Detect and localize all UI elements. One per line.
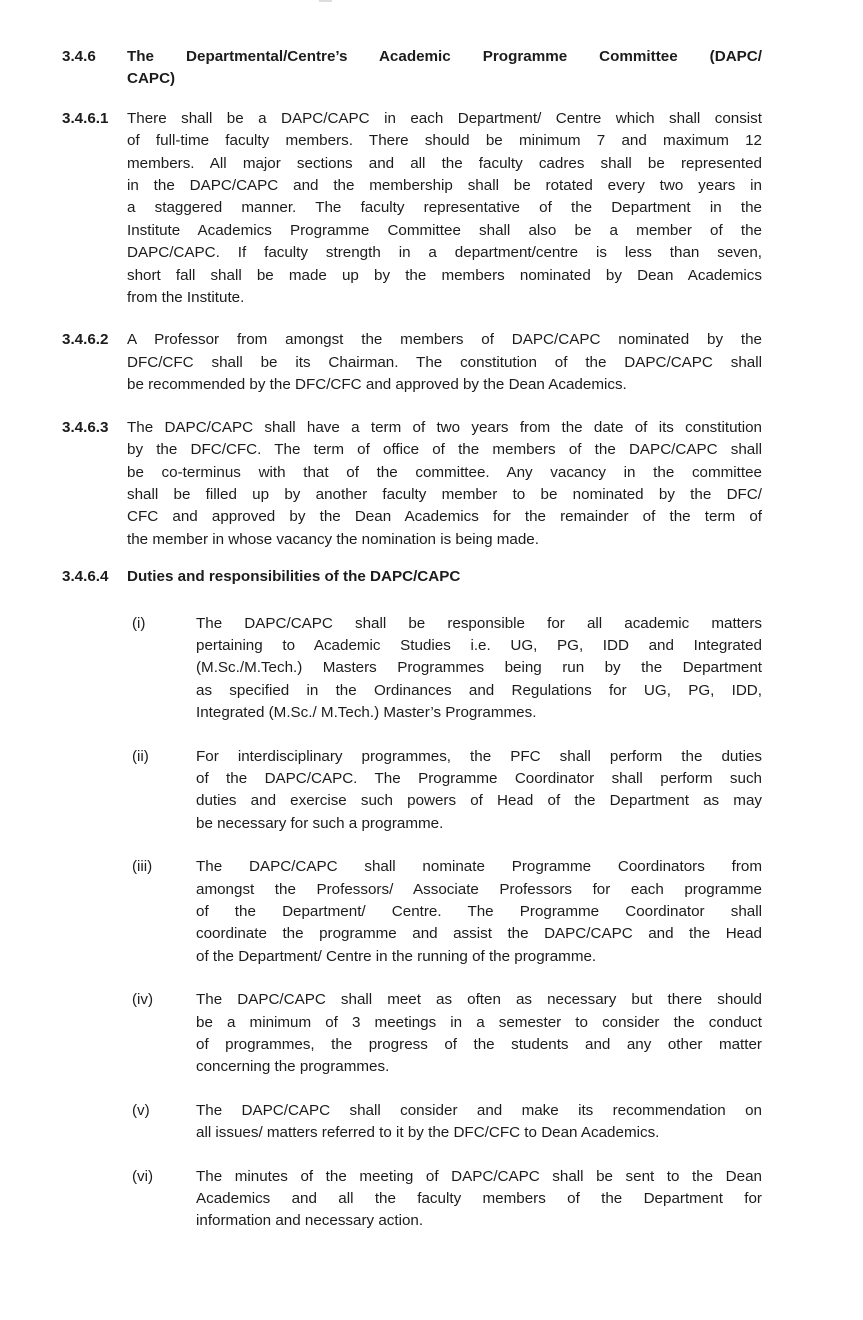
clause-3-4-6-2 [62, 329, 762, 396]
clause-text: There shall be a DAPC/CAPC in each Department/ Centre which shall consist of full-time faculty members. There should be minimum 7 and maximum 12 members. All major sections and all the faculty cadres shall be represented in the DAPC/CAPC and the membership shall be rotated every two years in a staggered manner. The faculty representative of the Department in the Institute Academics Programme Committee shall also be a member of the DAPC/CAPC. If faculty strength in a department/centre is less than seven, short fall shall be made up by the members nominated by Dean Academics from the Institute. [127, 109, 762, 307]
section-3-4-6-4 [62, 566, 762, 588]
duties-list [132, 613, 762, 1233]
clause-number: 3.4.6.2 [62, 331, 109, 349]
list-item-marker: (iii) [132, 858, 153, 876]
clause-number: 3.4.6.3 [62, 418, 109, 436]
list-item [132, 1100, 762, 1145]
page-content [62, 46, 762, 1233]
section-number: 3.4.6 [62, 48, 96, 65]
section-title: Duties and responsibilities of the DAPC/CAPC [127, 568, 461, 586]
list-item [132, 1166, 762, 1233]
list-item [132, 989, 762, 1079]
clause-3-4-6-1 [62, 108, 762, 310]
list-item-text: The DAPC/CAPC shall meet as often as necessary but there should be a minimum of 3 meetings in a semester to consider the conduct of programmes, the progress of the students and any other matter concerning the programmes. [196, 991, 762, 1076]
list-item-text: The DAPC/CAPC shall consider and make its recommendation on all issues/ matters referred to it by the DFC/CFC to Dean Academics. [196, 1101, 762, 1142]
clause-number: 3.4.6.1 [62, 109, 109, 127]
list-item-marker: (i) [132, 614, 146, 632]
scan-artifact [319, 0, 332, 2]
list-item [132, 856, 762, 968]
list-item-text: For interdisciplinary programmes, the PFC shall perform the duties of the DAPC/CAPC. The Programme Coordinator shall perform such duties and exercise such powers of Head of the Department as may be necessary for such a programme. [196, 747, 762, 832]
section-3-4-6 [62, 46, 762, 91]
clause-text: The DAPC/CAPC shall have a term of two years from the date of its constitution by the DFC/CFC. The term of office of the members of the DAPC/CAPC shall be co-terminus with that of the committee. Any vacancy in the committee shall be filled up by another faculty member to be nominated by the DFC/ CFC and approved by the Dean Academics for the remainder of the term of the member in whose vacancy the nomination is being made. [127, 418, 762, 548]
section-number: 3.4.6.4 [62, 568, 109, 586]
list-item-marker: (ii) [132, 747, 149, 765]
clause-3-4-6-3 [62, 417, 762, 551]
list-item-marker: (vi) [132, 1167, 154, 1185]
list-item [132, 613, 762, 725]
list-item-marker: (iv) [132, 991, 154, 1009]
list-item-text: The minutes of the meeting of DAPC/CAPC shall be sent to the Dean Academics and all the faculty members of the Department for information and necessary action. [196, 1167, 762, 1230]
list-item-marker: (v) [132, 1101, 150, 1119]
list-item-text: The DAPC/CAPC shall be responsible for all academic matters pertaining to Academic Studies i.e. UG, PG, IDD and Integrated (M.Sc./M.Tech.) Masters Programmes being run by the Department as specified in the Ordinances and Regulations for UG, PG, IDD, Integrated (M.Sc./ M.Tech.) Master’s Programmes. [196, 614, 762, 722]
clause-text: A Professor from amongst the members of DAPC/CAPC nominated by the DFC/CFC shall be its Chairman. The constitution of the DAPC/CAPC shall be recommended by the DFC/CFC and approved by the Dean Academics. [127, 331, 762, 394]
list-item [132, 746, 762, 836]
section-title: The Departmental/Centre’s Academic Programme Committee (DAPC/ CAPC) [127, 48, 762, 88]
list-item-text: The DAPC/CAPC shall nominate Programme Coordinators from amongst the Professors/ Associate Professors for each programme of the Department/ Centre. The Programme Coordinator shall coordinate the programme and assist the DAPC/CAPC and the Head of the Department/ Centre in the running of the programme. [196, 858, 762, 965]
